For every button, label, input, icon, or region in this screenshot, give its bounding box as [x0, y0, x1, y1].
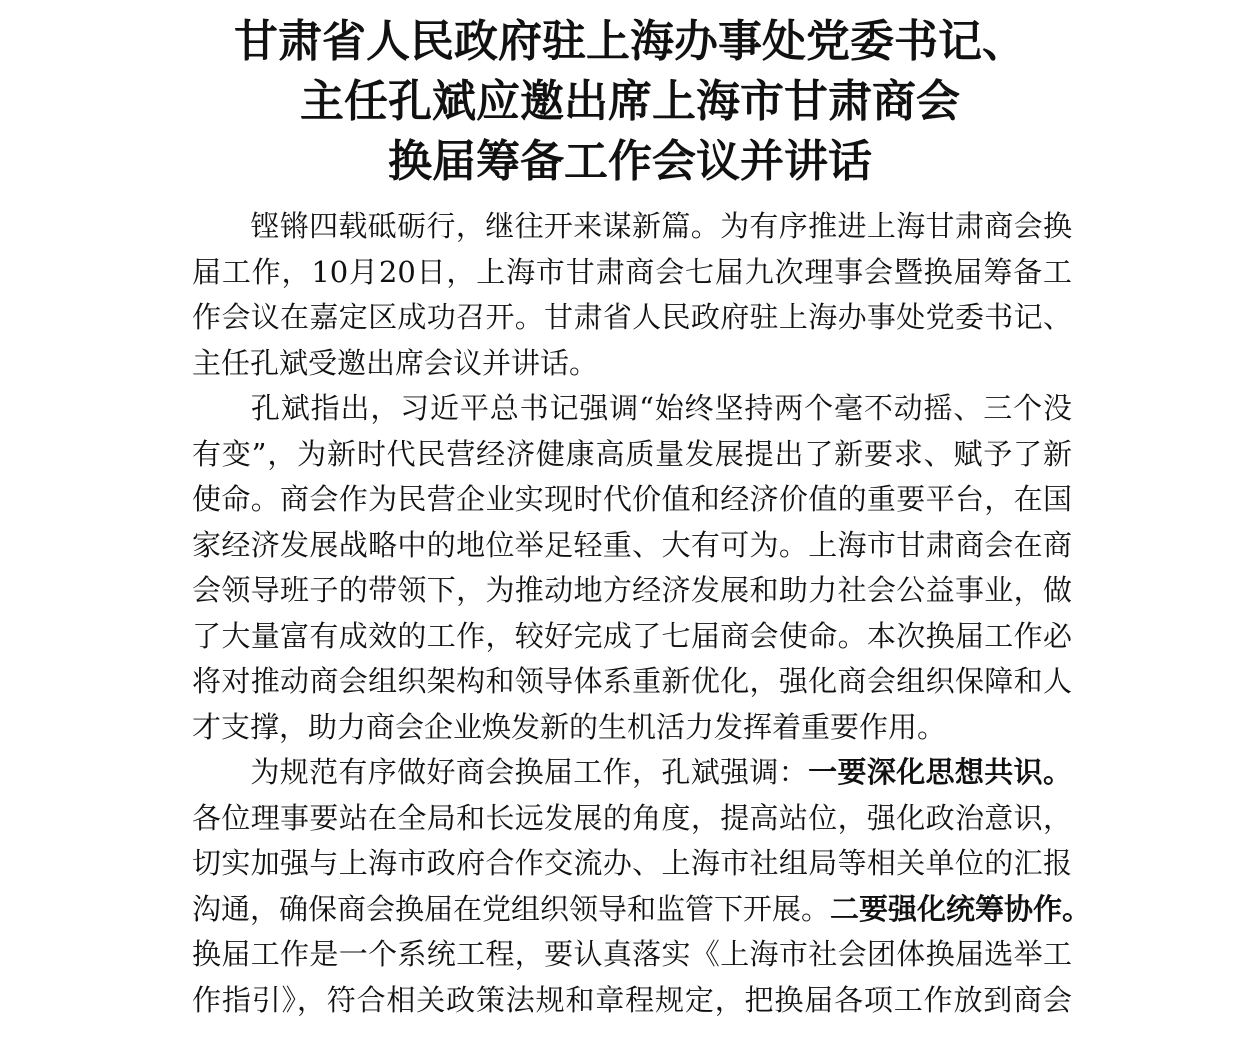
- emphasis-point-2: 二要强化统筹协作。: [830, 891, 1092, 926]
- paragraph-1: [192, 204, 1072, 386]
- paragraph-line: 切实加强与上海市政府合作交流办、上海市社组局等相关单位的汇报: [192, 846, 1072, 880]
- article-body: [192, 204, 1092, 1023]
- paragraph-3: [192, 750, 1092, 1023]
- paragraph-line: 使命。商会作为民营企业实现时代价值和经济价值的重要平台，在国: [192, 482, 1072, 516]
- paragraph-text: 铿锵四载砥砺行，继往开来谋新篇。为有序推进上海甘肃商会换: [250, 209, 1072, 243]
- emphasis-point-1: 一要深化思想共识。: [808, 755, 1072, 789]
- paragraph-line: 了大量富有成效的工作，较好完成了七届商会使命。本次换届工作必: [192, 618, 1072, 653]
- title-line-2: 主任孔斌应邀出席上海市甘肃商会: [300, 76, 960, 127]
- paragraph-line: 有变”，为新时代民营经济健康高质量发展提出了新要求、赋予了新: [192, 436, 1072, 471]
- paragraph-text: 沟通，确保商会换届在党组织领导和监管下开展。: [192, 891, 831, 926]
- paragraph-text: 孔斌指出，习近平总书记强调“始终坚持两个毫不动摇、三个没: [250, 391, 1072, 425]
- paragraph-line: 会领导班子的带领下，为推动地方经济发展和助力社会公益事业，做: [192, 573, 1072, 607]
- paragraph-line: 作会议在嘉定区成功召开。甘肃省人民政府驻上海办事处党委书记、: [192, 300, 1072, 334]
- paragraph-line: [192, 887, 1092, 933]
- paragraph-line: [192, 386, 1072, 432]
- paragraph-line: [192, 750, 1072, 796]
- paragraph-text: 为规范有序做好商会换届工作，孔斌强调：: [250, 755, 809, 789]
- paragraph-line: 作指引》，符合相关政策法规和章程规定，把换届各项工作放到商会: [192, 982, 1072, 1017]
- paragraph-line: 才支撑，助力商会企业焕发新的生机活力发挥着重要作用。: [192, 709, 947, 744]
- article-title: [150, 12, 1110, 192]
- title-line-1: 甘肃省人民政府驻上海办事处党委书记、: [234, 16, 1026, 67]
- title-line-3: 换届筹备工作会议并讲话: [388, 136, 872, 187]
- paragraph-line: 各位理事要站在全局和长远发展的角度，提高站位，强化政治意识，: [192, 800, 1072, 835]
- paragraph-2: [192, 386, 1072, 750]
- paragraph-line: [192, 204, 1072, 250]
- paragraph-line: 家经济发展战略中的地位举足轻重、大有可为。上海市甘肃商会在商: [192, 527, 1072, 562]
- paragraph-line: 换届工作是一个系统工程，要认真落实《上海市社会团体换届选举工: [192, 937, 1072, 971]
- paragraph-line: 届工作，10月20日，上海市甘肃商会七届九次理事会暨换届筹备工: [192, 254, 1072, 289]
- paragraph-line: 主任孔斌受邀出席会议并讲话。: [192, 345, 599, 380]
- paragraph-line: 将对推动商会组织架构和领导体系重新优化，强化商会组织保障和人: [192, 664, 1072, 698]
